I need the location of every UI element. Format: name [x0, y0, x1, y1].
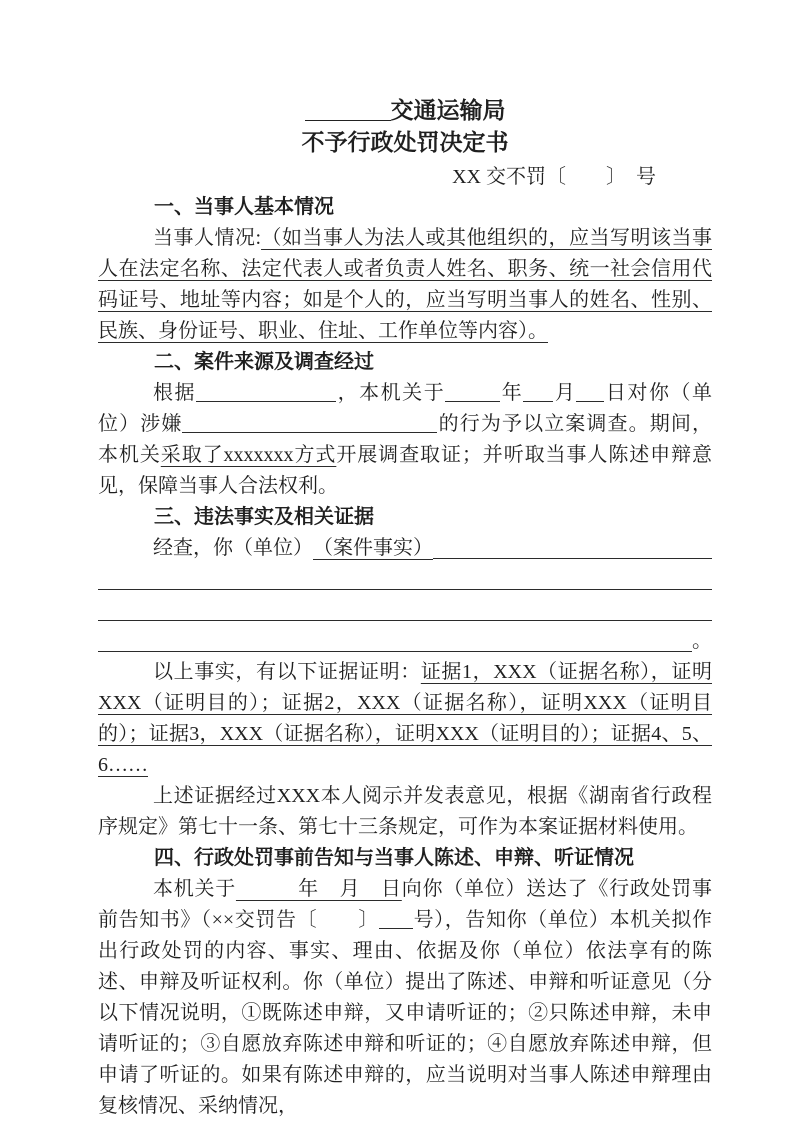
case-facts-fill-blank [433, 558, 712, 559]
blank-underline-2 [98, 620, 712, 621]
evidence-list-underlined: 证据1，XXX（证据名称），证明XXX（证明目的）；证据2，XXX（证据名称），证明XXX（证明目的）；证据3，XXX（证据名称），证明XXX（证明目的）；证据4、5、6…… [98, 661, 712, 776]
line-end-period: 。 [692, 630, 712, 652]
suspected-violation-blank [182, 413, 437, 433]
seg-genju: 根据 [153, 382, 197, 404]
blank-line-1 [98, 564, 712, 595]
month-blank [523, 382, 553, 402]
case-source-blank [196, 382, 336, 402]
blank-line-3 [98, 626, 712, 657]
seg-tail4: 号），告知你（单位）本机关拟作出行政处罚的内容、事实、理由、依据及你（单位）依法享有的陈述、申辩及听证权利。你（单位）提出了陈述、申辩和听证意见（分以下情况说明，①既陈述申辩，又申请听证的；②只陈述申辩，未申请听证的；③自愿放弃陈述申辩和听证的；④自愿放弃陈述申辩，但申请了听证的。如果有陈述申辩的，应当说明对当事人陈述申辩理由复核情况、采纳情况， [98, 909, 713, 1117]
doc-number: XX 交不罚〔 〕 号 [452, 166, 656, 188]
blank-underline-3 [98, 651, 692, 652]
year-blank [445, 382, 500, 402]
section4-paragraph [98, 874, 712, 1122]
day-blank [576, 382, 604, 402]
investigation-method-underlined: 采取了xxxxxxx方式 [160, 444, 337, 466]
seg-delivered: 向你（单位）送达了《行政处罚事前告知书》（××交罚告〔 〕 [98, 878, 713, 931]
blank-line-2 [98, 595, 712, 626]
party-info-instruction: （如当事人为法人或其他组织的，应当写明该当事人在法定名称、法定代表人或者负责人姓名、职务、统一社会信用代码证号、地址等内容；如是个人的，应当写明当事人的姓名、性别、民族、身份证号、职业、住址、工作单位等内容）。 [98, 227, 712, 342]
case-facts-line [98, 533, 712, 564]
blank-underline-1 [98, 589, 712, 590]
doc-title-line2 [98, 127, 712, 159]
seg-jingcha: 经查，你（单位） [153, 537, 313, 559]
seg-filing: 的行为予以立案调查。期间，本机关 [98, 413, 713, 466]
section2-paragraph [98, 378, 712, 502]
seg-day: 日对你（单位）涉嫌 [98, 382, 713, 435]
evidence-intro: 以上事实，有以下证据证明： [153, 661, 421, 683]
doc-title-line1 [98, 95, 712, 127]
seg-month: 月 [553, 382, 577, 404]
notice-date-blank-underlined: 年 月 日 [235, 878, 402, 900]
doc-type-title: 不予行政处罚决定书 [301, 130, 509, 155]
seg-year: 年 [500, 382, 524, 404]
seg-benjiguan: ，本机关于 [336, 382, 446, 404]
section1-heading: 一、当事人基本情况 [154, 196, 334, 218]
case-fact-placeholder: （案件事实） [313, 537, 433, 559]
bureau-name-blank [305, 98, 391, 121]
section3-heading: 三、违法事实及相关证据 [154, 506, 374, 528]
evidence-paragraph [98, 657, 712, 781]
section2-heading: 二、案件来源及调查经过 [154, 351, 374, 373]
seg-tail: 开展调查取证；并听取当事人陈述申辩意见，保障当事人合法权利。 [98, 444, 713, 497]
seg-intro: 本机关于 [153, 878, 236, 900]
section1-paragraph [98, 223, 712, 347]
evidence-note-paragraph: 上述证据经过XXX本人阅示并发表意见，根据《湖南省行政程序规定》第七十一条、第七十三条规定，可作为本案证据材料使用。 [98, 785, 712, 838]
section4-heading: 四、行政处罚事前告知与当事人陈述、申辩、听证情况 [154, 847, 634, 869]
bureau-name-suffix: 交通运输局 [390, 98, 506, 123]
notice-number-blank [379, 909, 413, 929]
party-info-label: 当事人情况: [153, 227, 262, 249]
